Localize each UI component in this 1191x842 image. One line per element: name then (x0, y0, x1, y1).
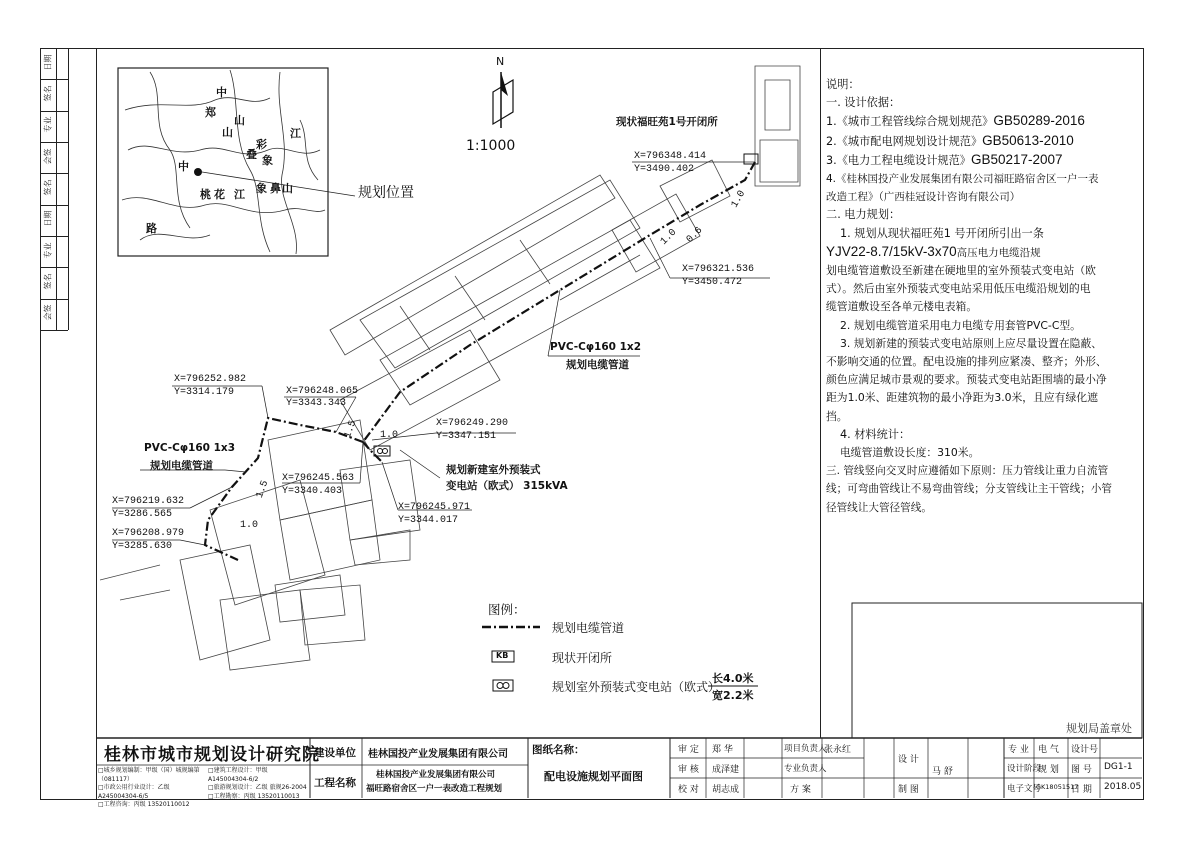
coord-y: Y=3450.472 (682, 277, 743, 288)
sign-strip-label: 专业 (43, 242, 53, 259)
designer-name: 马 舒 (932, 767, 953, 777)
north-arrow (493, 72, 513, 128)
designer-label: 设 计 (898, 755, 919, 765)
legend-item-label: 规划室外预装式变电站（欧式） (552, 680, 721, 694)
sign-strip-label: 专业 (43, 116, 53, 133)
kb-symbol-label: KB (496, 651, 509, 660)
role-name: 成泽建 (712, 765, 740, 775)
reference-item: 4.《桂林国投产业发展集团有限公司福旺路宿舍区一户一表 (826, 173, 1099, 186)
coord-x: X=796245.971 (398, 502, 471, 513)
reference-item: 2.《城市配电网规划设计规范》GB50613-2010 (826, 132, 1074, 148)
note-paragraph: 划电缆管道敷设至新建在硬地里的室外预装式变电站（欧 (826, 264, 1096, 278)
map-place-char: 江 (290, 127, 301, 140)
note-paragraph: 式）。然后由室外预装式变电站采用低压电缆沿规划的电 (826, 282, 1091, 296)
map-place-char: 鼻 (270, 182, 281, 195)
map-place-char: 叠 (246, 148, 257, 161)
legend-item-label: 现状开闭所 (552, 651, 613, 665)
existing-switch-station-label: 现状福旺苑1号开闭所 (616, 116, 718, 128)
sign-strip-label: 会签 (43, 148, 53, 165)
location-label: 规划位置 (358, 185, 414, 201)
note-paragraph: 2. 规划电缆管道采用电力电缆专用套管PVC-C型。 (840, 318, 1081, 332)
electronic-file-label: 电子文号 (1007, 784, 1042, 794)
notes-section-2: 二. 电力规划： (826, 208, 901, 222)
client-name: 桂林国投产业发展集团有限公司 (368, 749, 508, 760)
dimension-label: 1.0 (729, 188, 749, 211)
project-manager-label: 项目负责人 (784, 744, 827, 754)
sign-strip-label: 签名 (43, 273, 53, 290)
station-length: 长4.0米 (712, 672, 754, 685)
scale-label: 1:1000 (466, 138, 516, 154)
coord-x: X=796248.065 (286, 386, 359, 397)
coord-y: Y=3490.402 (634, 164, 695, 175)
map-place-char: 郑 (205, 106, 216, 119)
client-label: 建设单位 (314, 747, 356, 759)
reference-item-cont: 改造工程》（广西桂冠设计咨询有限公司） (826, 191, 1021, 204)
coord-x: X=796245.563 (282, 473, 355, 484)
role-name: 胡志成 (712, 785, 740, 795)
pvc-1x3-spec: PVC-Cφ160 1x3 (144, 442, 236, 454)
sheet-no-label: 图 号 (1071, 765, 1092, 775)
map-place-char: 象 (256, 182, 267, 195)
role-name: 郑 华 (712, 745, 733, 755)
note-paragraph: 颜色应满足城市景观的要求。预装式变电站距围墙的最小净 (826, 373, 1107, 387)
substation-symbol (374, 446, 390, 456)
note-paragraph: 径管线让大管径管线。 (826, 501, 932, 514)
legend-title: 图例： (488, 602, 526, 617)
note-paragraph: 电缆管道敷设长度：310米。 (840, 446, 980, 460)
coord-y: Y=3344.017 (398, 515, 459, 526)
coord-x: X=796208.979 (112, 528, 185, 539)
design-notes (826, 76, 1126, 517)
electronic-file-no: GK18051517 (1036, 783, 1079, 791)
dimension-label: 0.6 (684, 225, 706, 246)
cable-route (205, 162, 755, 560)
note-paragraph: 1. 规划从现状福旺苑1 号开闭所引出一条 (840, 226, 1044, 240)
coord-y: Y=3340.403 (282, 486, 343, 497)
coord-x: X=796321.536 (682, 264, 755, 275)
pvc-1x3-name: 规划电缆管道 (150, 460, 213, 472)
coord-y: Y=3286.565 (112, 509, 173, 520)
discipline-lead-label: 专业负责人 (784, 764, 827, 774)
stamp-area-label: 规划局盖章处 (1066, 722, 1132, 735)
notes-section-1: 一. 设计依据： (826, 96, 901, 110)
institute-name: 桂林市城市规划设计研究院 (104, 745, 320, 765)
map-place-char: 象 (262, 154, 273, 167)
north-letter: N (496, 55, 505, 68)
note-paragraph: 线；可弯曲管线让不易弯曲管线；分支管线让主干管线；小管 (826, 483, 1113, 496)
map-place-char: 山 (222, 126, 233, 139)
drawing-name-label: 图纸名称： (532, 744, 585, 756)
drawing-name: 配电设施规划平面图 (544, 770, 643, 783)
sign-strip-label: 签名 (43, 179, 53, 196)
role-label: 审 核 (678, 765, 699, 775)
notes-heading: 说明： (826, 78, 860, 91)
project-manager: 张永红 (824, 745, 852, 755)
notes-section-3: 三. 管线竖向交叉时应遵循如下原则：压力管线让重力自流管 (826, 465, 1109, 478)
role-label: 校 对 (678, 785, 699, 795)
coord-x: X=796348.414 (634, 151, 707, 162)
role-label: 审 定 (678, 745, 699, 755)
drafter-label: 制 图 (898, 785, 919, 795)
reference-item: 1.《城市工程管线综合规划规范》GB50289-2016 (826, 113, 1085, 129)
reference-item: 3.《电力工程电缆设计规范》GB50217-2007 (826, 151, 1063, 167)
project-name-2: 福旺路宿舍区一户一表改造工程规划 (366, 784, 503, 794)
map-place-char: 桃 (200, 188, 211, 201)
dimension-label: 1.0 (240, 520, 259, 531)
date: 2018.05 (1104, 782, 1142, 792)
coord-y: Y=3347.151 (436, 431, 497, 442)
map-place-char: 中 (216, 86, 227, 99)
map-place-char: 路 (146, 222, 157, 235)
design-stage: 规 划 (1038, 765, 1059, 775)
note-paragraph: 不影响交通的位置。配电设施的排列应紧凑、整齐；外形、 (826, 355, 1107, 369)
dimension-label: 1.0 (658, 227, 680, 248)
note-paragraph: 3. 规划新建的预装式变电站原则上应尽量设置在隐蔽、 (840, 336, 1103, 350)
dimension-label: 1.5 (342, 419, 360, 440)
coord-y: Y=3314.179 (174, 387, 235, 398)
design-stage-label: 设计阶段 (1007, 764, 1042, 774)
sign-strip-label: 签名 (43, 85, 53, 102)
coord-x: X=796249.290 (436, 418, 509, 429)
map-place-char: 江 (234, 188, 245, 201)
pvc-1x2-spec: PVC-Cφ160 1x2 (550, 341, 642, 353)
station-width: 宽2.2米 (712, 689, 754, 702)
map-place-char: 中 (178, 160, 189, 173)
map-place-char: 花 (214, 188, 225, 201)
sign-strip-label: 日期 (43, 54, 53, 71)
date-label: 日 期 (1071, 785, 1092, 795)
design-no-label: 设计号 (1071, 745, 1099, 755)
coord-y: Y=3343.343 (286, 398, 347, 409)
sheet-no: DG1-1 (1104, 762, 1133, 772)
leader-lines (112, 162, 770, 545)
substation-label-2: 变电站（欧式） 315kVA (446, 480, 568, 492)
note-paragraph: 距为1.0米、距建筑物的最小净距为3.0米，且应有绿化遮 (826, 391, 1098, 405)
substation-label: 规划新建室外预装式 (446, 464, 541, 476)
note-paragraph: 挡。 (826, 409, 848, 423)
note-paragraph: 缆管道敷设至各单元楼电表箱。 (826, 300, 978, 314)
project-label: 工程名称 (314, 777, 356, 789)
note-paragraph: YJV22-8.7/15kV-3x70高压电力电缆沿规 (826, 243, 1041, 259)
note-paragraph: 4. 材料统计： (840, 427, 911, 441)
sign-strip-label: 会签 (43, 304, 53, 321)
discipline: 电 气 (1038, 745, 1059, 755)
scheme-label: 方 案 (790, 785, 811, 795)
dimension-label: 1.5 (254, 479, 272, 500)
kb-symbol (744, 154, 758, 164)
certificates: □建筑工程设计：甲级 A145004304-6/2 □旅游规划设计：乙级 旅规26-2004 □工程勘察：丙级 13520110013 (208, 767, 307, 800)
discipline-label: 专 业 (1008, 745, 1029, 755)
pvc-1x2-name: 规划电缆管道 (566, 359, 629, 371)
certificates: □城乡规划编制：甲级（国）城规编第（081117） □市政公用行业设计：乙级 A245004304-6/5 □工程咨询：丙级 13520110012 (98, 767, 200, 808)
sign-strip-label: 日期 (43, 210, 53, 227)
coord-x: X=796219.632 (112, 496, 185, 507)
map-place-char: 彩 (256, 138, 267, 151)
coord-x: X=796252.982 (174, 374, 247, 385)
legend-item-label: 规划电缆管道 (552, 621, 625, 635)
map-place-char: 山 (282, 182, 293, 195)
project-name: 桂林国投产业发展集团有限公司 (376, 770, 496, 780)
dimension-label: 1.0 (380, 430, 399, 441)
map-place-char: 山 (234, 114, 245, 127)
coord-y: Y=3285.630 (112, 541, 173, 552)
